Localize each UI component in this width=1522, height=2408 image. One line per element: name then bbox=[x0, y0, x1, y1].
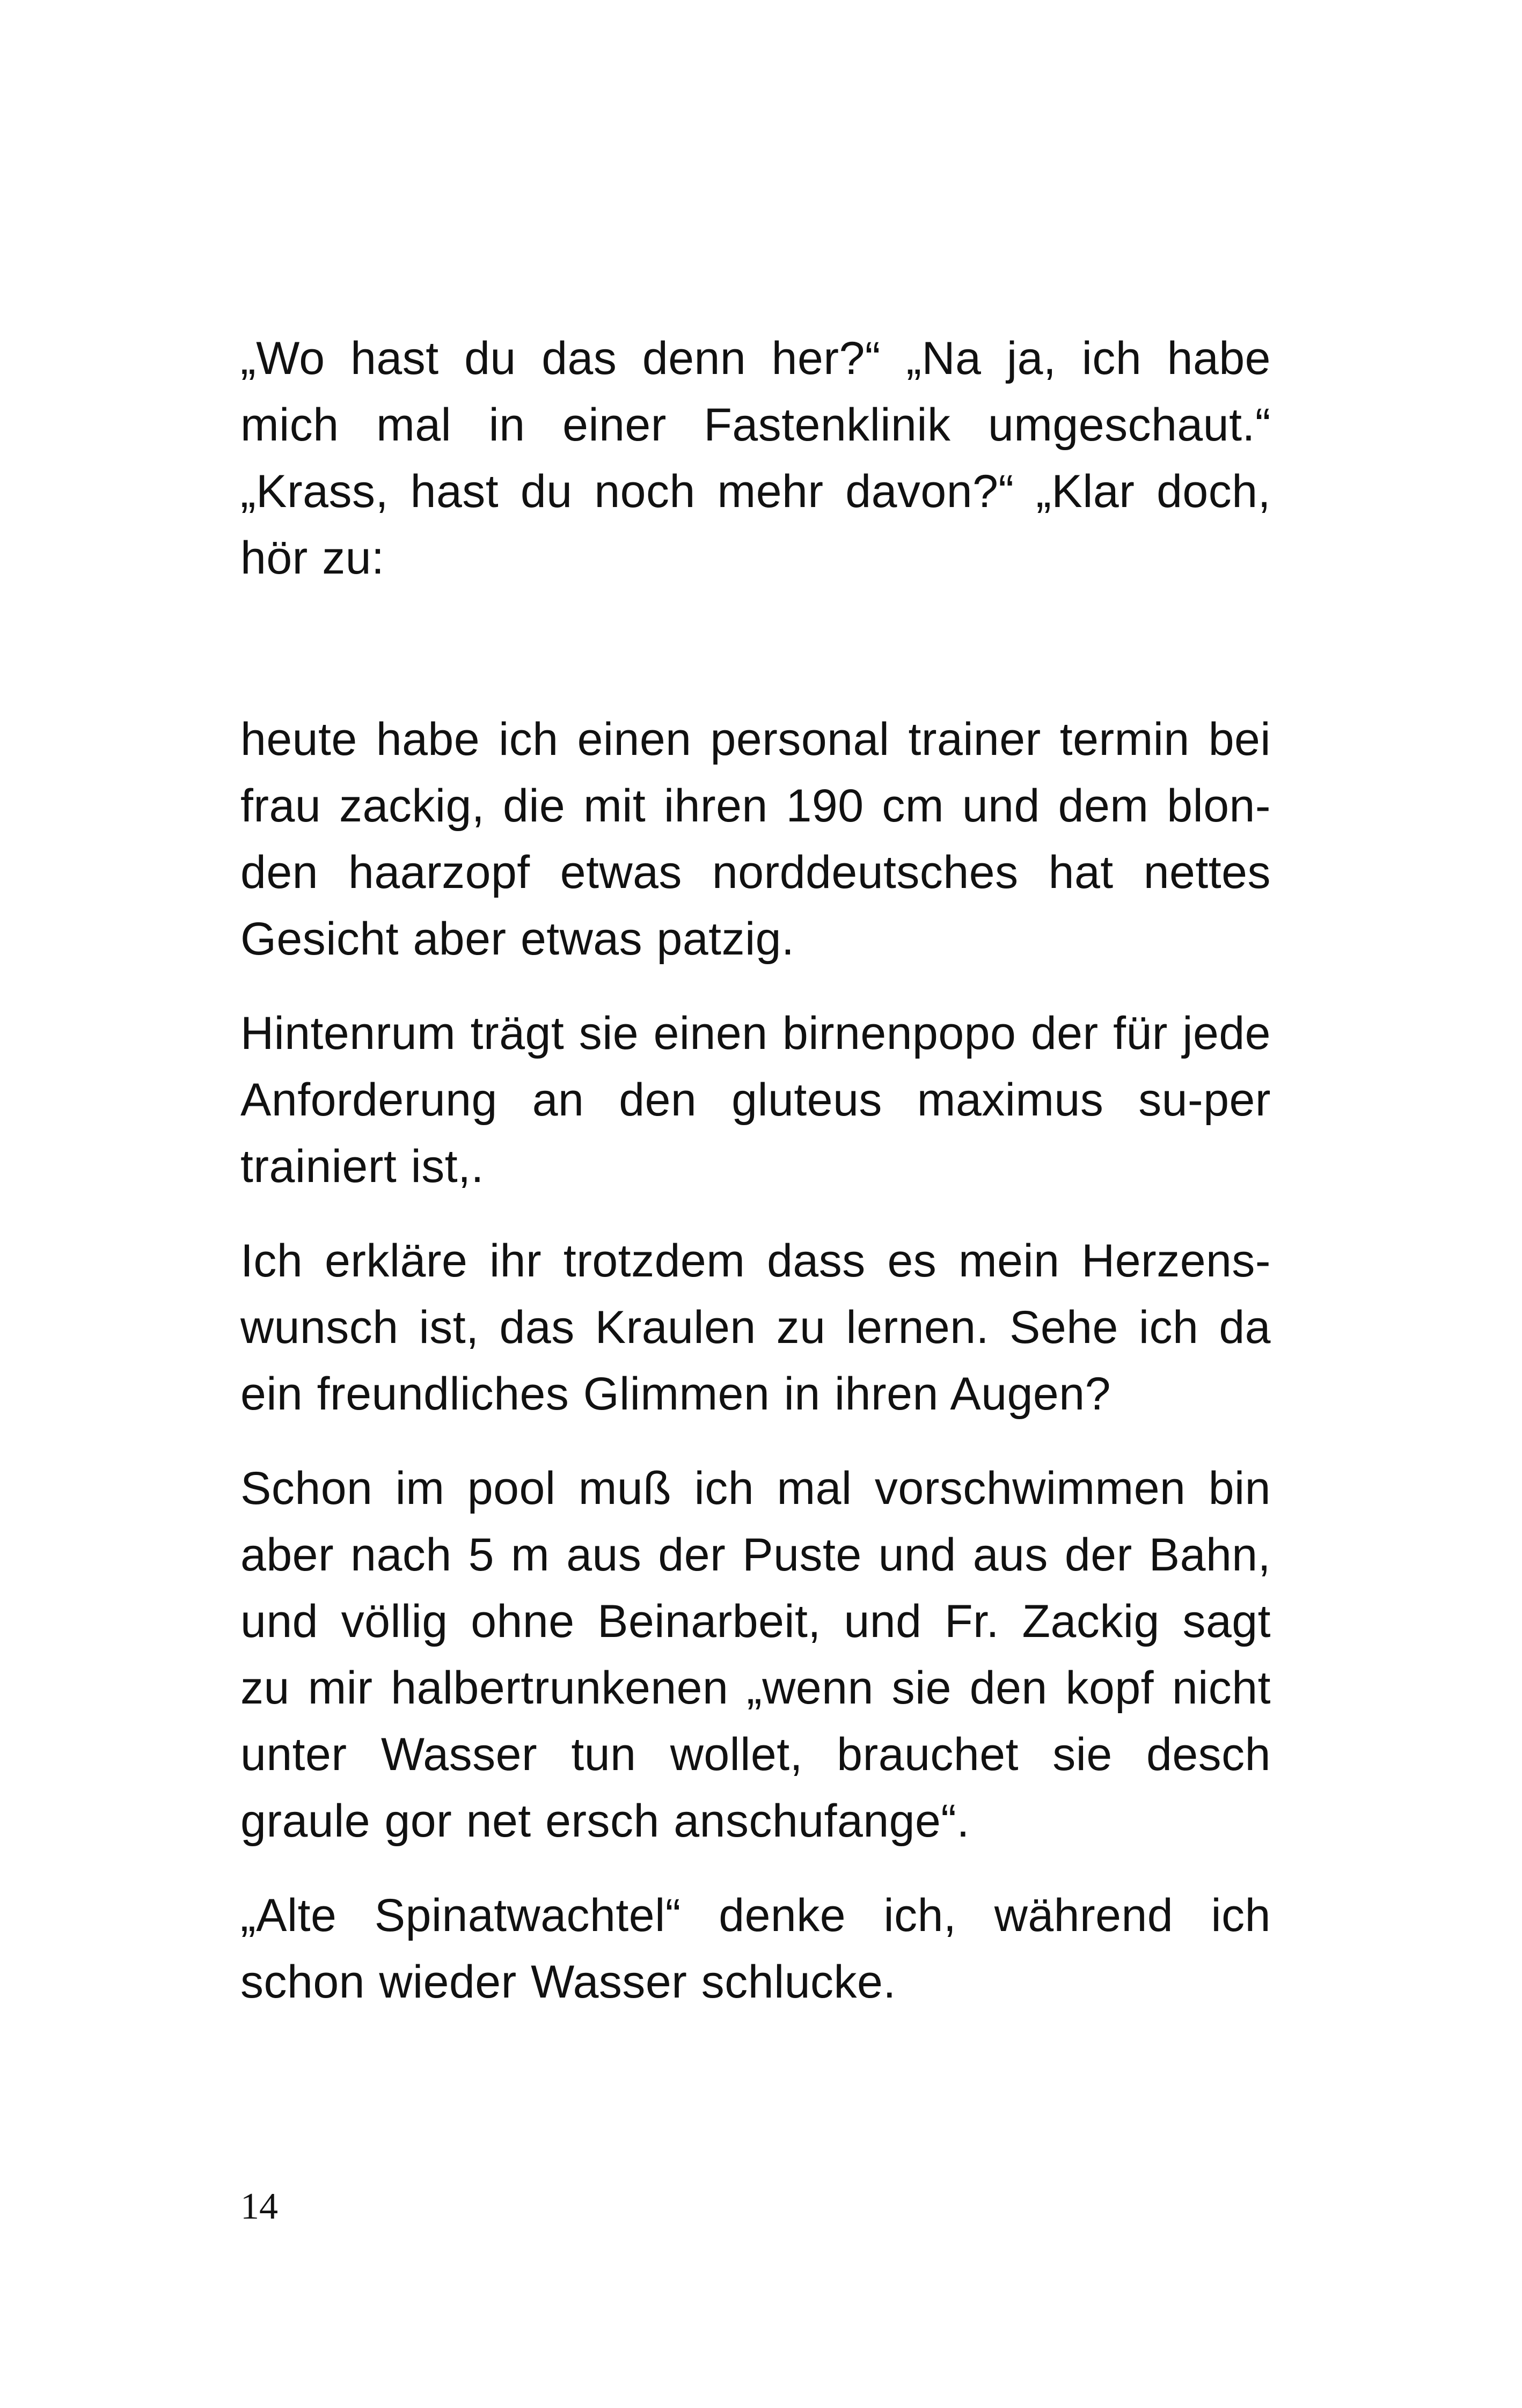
dialogue-paragraph: „Wo hast du das denn her?“ „Na ja, ich habe mich mal in einer Fastenklinik umgeschaut.“ „Krass, hast du noch mehr davon?“ „Klar doch, hör zu: bbox=[240, 333, 1271, 584]
dialogue-block bbox=[240, 325, 1271, 591]
story-paragraph-5: „Alte Spinatwachtel“ denke ich, während ich schon wieder Wasser schlucke. bbox=[240, 1890, 1271, 2008]
story-paragraph-3: Ich erkläre ihr trotzdem dass es mein Herzens-wunsch ist, das Kraulen zu lernen. Sehe ich da ein freundliches Glimmen in ihren Augen? bbox=[240, 1235, 1271, 1420]
page-number: 14 bbox=[240, 2186, 278, 2227]
story-paragraph-2: Hintenrum trägt sie einen birnenpopo der für jede Anforderung an den gluteus maximus su-per trainiert ist,. bbox=[240, 1008, 1271, 1192]
story-paragraph-4: Schon im pool muß ich mal vorschwimmen bin aber nach 5 m aus der Puste und aus der Bahn, und völlig ohne Beinarbeit, und Fr. Zackig sagt zu mir halbertrunkenen „wenn sie den kopf nicht unter Wasser tun wollet, brauchet sie desch graule gor net ersch anschufange“. bbox=[240, 1463, 1271, 1847]
story-block bbox=[240, 706, 1271, 2015]
story-paragraph-1: heute habe ich einen personal trainer termin bei frau zackig, die mit ihren 190 cm und dem blon-den haarzopf etwas norddeutsches hat nettes Gesicht aber etwas patzig. bbox=[240, 714, 1271, 965]
